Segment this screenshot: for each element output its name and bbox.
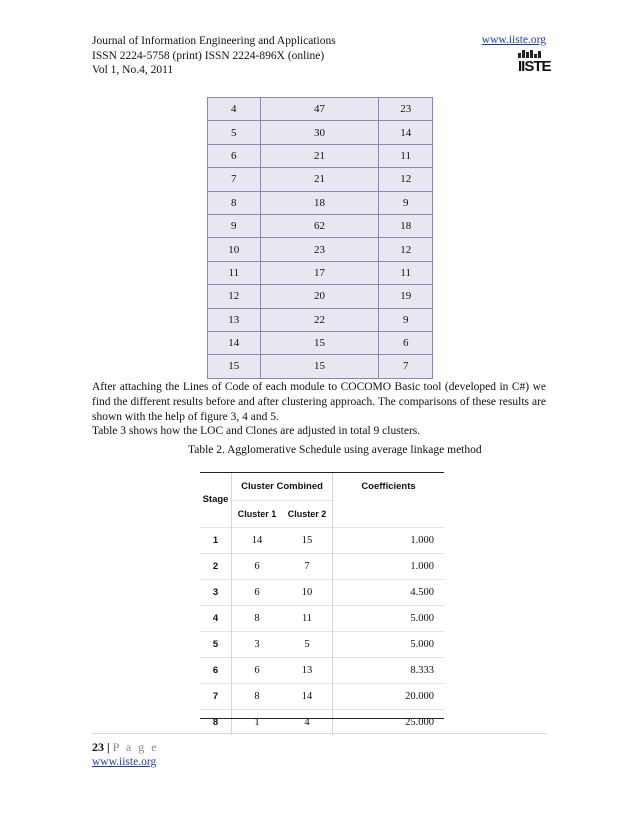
cluster1-cell: 1 xyxy=(232,710,283,736)
table-row xyxy=(200,658,444,684)
module-cell: 15 xyxy=(208,355,261,378)
header-cluster-2: Cluster 2 xyxy=(282,501,333,528)
table2-caption: Table 2. Agglomerative Schedule using average linkage method xyxy=(188,444,482,456)
loc-clones-table xyxy=(207,97,433,379)
header-coefficients: Coefficients xyxy=(361,481,416,492)
coefficient-cell: 8.333 xyxy=(333,658,445,684)
module-cell: 12 xyxy=(208,285,261,308)
body-paragraph: After attaching the Lines of Code of each module to COCOMO Basic tool (developed in C#) we find the different results before and after clustering approach. The comparisons of these results are shown with the help of figure 3, 4 and 5. xyxy=(92,381,546,423)
table-row xyxy=(208,121,433,144)
table-row xyxy=(208,285,433,308)
table-row xyxy=(208,144,433,167)
volume-line: Vol 1, No.4, 2011 xyxy=(92,64,174,76)
module-cell: 4 xyxy=(208,98,261,121)
header-stage: Stage xyxy=(200,472,232,528)
loc-cell: 20 xyxy=(260,285,379,308)
module-cell: 5 xyxy=(208,121,261,144)
page-word: P a g e xyxy=(112,740,159,754)
page-separator: | xyxy=(107,740,110,754)
loc-cell: 18 xyxy=(260,191,379,214)
clones-cell: 23 xyxy=(379,98,433,121)
table-row xyxy=(200,554,444,580)
cluster2-cell: 13 xyxy=(282,658,333,684)
table-row xyxy=(208,331,433,354)
clones-cell: 14 xyxy=(379,121,433,144)
clones-cell: 7 xyxy=(379,355,433,378)
logo-text: IISTE xyxy=(518,58,551,75)
loc-cell: 62 xyxy=(260,214,379,237)
cluster2-cell: 7 xyxy=(282,554,333,580)
loc-cell: 15 xyxy=(260,331,379,354)
stage-cell: 5 xyxy=(200,632,232,658)
stage-cell: 3 xyxy=(200,580,232,606)
coefficient-cell: 5.000 xyxy=(333,632,445,658)
stage-cell: 4 xyxy=(200,606,232,632)
table-row xyxy=(200,684,444,710)
cluster2-cell: 14 xyxy=(282,684,333,710)
journal-header xyxy=(92,34,336,78)
coefficient-cell: 1.000 xyxy=(333,528,445,554)
module-cell: 14 xyxy=(208,331,261,354)
body-sentence: Table 3 shows how the LOC and Clones are adjusted in total 9 clusters. xyxy=(92,425,421,437)
loc-cell: 30 xyxy=(260,121,379,144)
table-row xyxy=(208,214,433,237)
coefficient-cell: 4.500 xyxy=(333,580,445,606)
table-row xyxy=(208,191,433,214)
iiste-logo xyxy=(518,50,551,80)
cluster2-cell: 5 xyxy=(282,632,333,658)
table-row xyxy=(200,580,444,606)
module-cell: 6 xyxy=(208,144,261,167)
loc-cell: 47 xyxy=(260,98,379,121)
table-row xyxy=(200,710,444,736)
table-row xyxy=(200,632,444,658)
cluster1-cell: 6 xyxy=(232,658,283,684)
cluster2-cell: 4 xyxy=(282,710,333,736)
cluster1-cell: 3 xyxy=(232,632,283,658)
module-cell: 10 xyxy=(208,238,261,261)
issn-line: ISSN 2224-5758 (print) ISSN 2224-896X (online) xyxy=(92,49,325,62)
table-row xyxy=(208,355,433,378)
module-cell: 9 xyxy=(208,214,261,237)
clones-cell: 18 xyxy=(379,214,433,237)
header-url-link[interactable]: www.iiste.org xyxy=(481,34,546,46)
loc-cell: 22 xyxy=(260,308,379,331)
clones-cell: 9 xyxy=(379,191,433,214)
cluster1-cell: 8 xyxy=(232,684,283,710)
logo-bars-icon xyxy=(518,50,546,58)
clones-cell: 12 xyxy=(379,238,433,261)
table-row xyxy=(200,606,444,632)
loc-cell: 17 xyxy=(260,261,379,284)
page-number: 23 xyxy=(92,740,104,754)
table-row xyxy=(208,261,433,284)
cluster2-cell: 10 xyxy=(282,580,333,606)
cluster1-cell: 6 xyxy=(232,580,283,606)
cluster1-cell: 8 xyxy=(232,606,283,632)
module-cell: 8 xyxy=(208,191,261,214)
header-cluster-combined: Cluster Combined xyxy=(232,472,333,501)
loc-cell: 23 xyxy=(260,238,379,261)
coefficient-cell: 20.000 xyxy=(333,684,445,710)
module-cell: 7 xyxy=(208,168,261,191)
table-row xyxy=(208,238,433,261)
loc-cell: 21 xyxy=(260,168,379,191)
table-row xyxy=(208,98,433,121)
stage-cell: 8 xyxy=(200,710,232,736)
table-row xyxy=(200,528,444,554)
module-cell: 13 xyxy=(208,308,261,331)
page-footer xyxy=(92,740,159,769)
cluster1-cell: 14 xyxy=(232,528,283,554)
header-cluster-1: Cluster 1 xyxy=(232,501,283,528)
coefficient-cell: 1.000 xyxy=(333,554,445,580)
stage-cell: 1 xyxy=(200,528,232,554)
stage-cell: 7 xyxy=(200,684,232,710)
clones-cell: 6 xyxy=(379,331,433,354)
clones-cell: 12 xyxy=(379,168,433,191)
footer-url-link[interactable]: www.iiste.org xyxy=(92,756,157,768)
agglomerative-schedule-table xyxy=(200,472,444,728)
cluster1-cell: 6 xyxy=(232,554,283,580)
cluster2-cell: 11 xyxy=(282,606,333,632)
coefficient-cell: 25.000 xyxy=(333,710,445,736)
module-cell: 11 xyxy=(208,261,261,284)
table-row xyxy=(208,168,433,191)
stage-cell: 2 xyxy=(200,554,232,580)
clones-cell: 9 xyxy=(379,308,433,331)
coefficient-cell: 5.000 xyxy=(333,606,445,632)
clones-cell: 19 xyxy=(379,285,433,308)
loc-cell: 21 xyxy=(260,144,379,167)
clones-cell: 11 xyxy=(379,144,433,167)
footer-divider xyxy=(92,733,546,734)
table-row xyxy=(208,308,433,331)
journal-title: Journal of Information Engineering and Applications xyxy=(92,35,336,47)
cluster2-cell: 15 xyxy=(282,528,333,554)
loc-cell: 15 xyxy=(260,355,379,378)
clones-cell: 11 xyxy=(379,261,433,284)
stage-cell: 6 xyxy=(200,658,232,684)
